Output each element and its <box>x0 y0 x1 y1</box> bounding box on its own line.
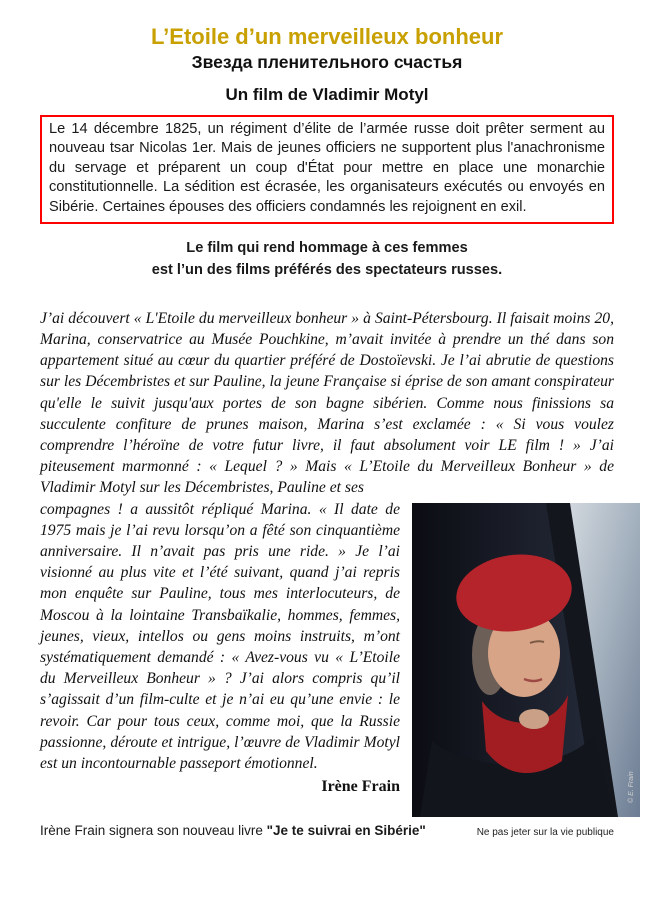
synopsis-text: Le 14 décembre 1825, un régiment d’élite de l’armée russe doit prêter serment au nouveau tsar Nicolas 1er. Mais de jeunes officiers ne supportent plus l'anachronisme du servage et préparent un coup d'État pour mettre en place une monarchie constitutionnelle. La sédition est écrasée, les organisateurs exécutés ou envoyés en Sibérie. Certaines épouses des officiers condamnés les rejoignent en exil. <box>49 121 605 215</box>
homage-line-1: Le film qui rend hommage à ces femmes <box>186 240 468 257</box>
testimonial-part-2: compagnes ! a aussitôt répliqué Marina. « Il date de 1975 mais je l’ai revu lorsqu’on a fêté son cinquantième anniversaire. Il n’avait pas pris une ride. » Je l’ai visionné au plus vite et l’été suivant, quand j’ai repris mon enquête sur Pauline, tous mes interlocuteurs, de Moscou à la lointaine Transbaïkalie, hommes, femmes, jeunes, vieux, intellos ou gens moins instruits, m’ont systématiquement demandé : « Avez-vous vu « L’Etoile du Merveilleux Bonheur » ? J’ai alors compris qu’il s’agissait d’un film-culte et je n’ai eu qu’une envie : le revoir. Car pour tous ceux, comme moi, que la Russie passionne, déroute et intrigue, l’œuvre de Vladimir Motyl est un incontournable passeport émotionnel. <box>40 500 400 773</box>
photo-credit: © E. Frain <box>628 771 635 803</box>
testimonial-wrap <box>40 499 635 803</box>
homage-statement <box>40 238 614 282</box>
testimonial-part-1: J’ai découvert « L'Etoile du merveilleux bonheur » à Saint-Pétersbourg. Il faisait moins 20, Marina, conservatrice au Musée Pouchkine, m’avait invitée à prendre un thé dans son appartement situé au cœur du quartier préféré de Dostoïevski. Je l’ai abrutie de questions sur les Décembristes et sur Pauline, la jeune Française si éprise de son amant conspirateur qu'elle le suivit jusqu'aux portes de son bagne sibérien. Comme nous finissions sa succulente confiture de prunes maison, Marina s’est exclamée : « Si vous voulez comprendre l’héroïne de votre futur livre, il faut absolument voir LE film ! » J’ai piteusement marmonné : « Lequel ? » Mais « L’Etoile du Merveilleux Bonheur » de Vladimir Motyl sur les Décembristes, Pauline et ses <box>40 309 614 497</box>
irene-frain-photo <box>412 503 640 817</box>
synopsis-box <box>40 115 614 224</box>
page-title: L’Etoile d’un merveilleux bonheur <box>150 24 504 49</box>
testimonial-text <box>40 308 635 803</box>
film-credit-line: Un film de Vladimir Motyl <box>225 85 429 104</box>
footer <box>40 823 614 838</box>
book-signing-note <box>40 823 426 838</box>
author-signature: Irène Frain <box>321 778 400 796</box>
subtitle-russian: Звезда пленительного счастья <box>191 52 463 72</box>
legal-note: Ne pas jeter sur la vie publique <box>476 826 614 838</box>
book-signing-text: Irène Frain signera son nouveau livre <box>40 822 267 838</box>
book-title: "Je te suivrai en Sibérie" <box>266 822 426 838</box>
photo-illustration <box>412 503 640 817</box>
homage-line-2: est l’un des films préférés des spectateurs russes. <box>151 261 503 278</box>
